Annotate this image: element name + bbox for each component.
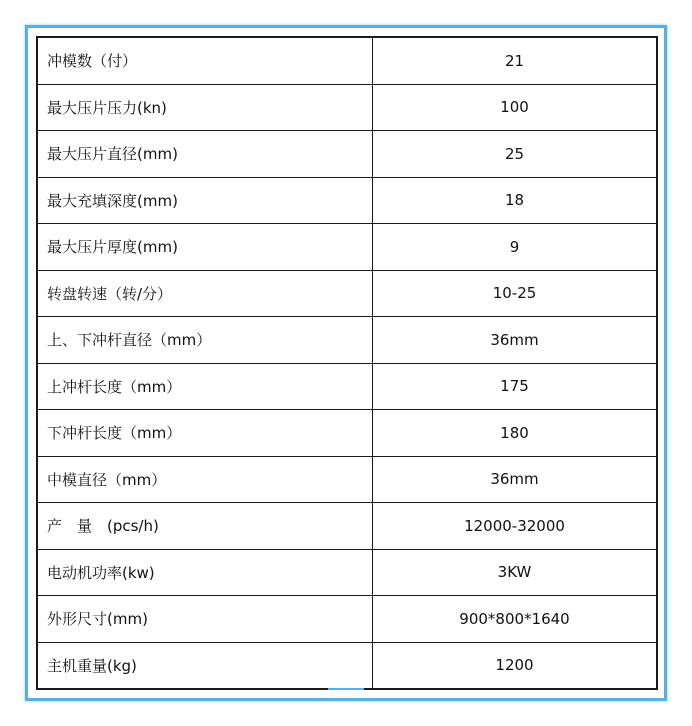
param-name: 中模直径（mm） bbox=[37, 456, 373, 503]
param-name: 上、下冲杆直径（mm） bbox=[37, 317, 373, 364]
param-name: 冲模数（付） bbox=[37, 37, 373, 84]
param-name: 最大充填深度(mm) bbox=[37, 177, 373, 224]
table-row bbox=[37, 177, 657, 224]
param-name: 产 量 (pcs/h) bbox=[37, 503, 373, 550]
param-name: 外形尺寸(mm) bbox=[37, 596, 373, 643]
param-value: 3KW bbox=[373, 549, 658, 596]
table-row bbox=[37, 363, 657, 410]
table-row bbox=[37, 596, 657, 643]
param-value: 900*800*1640 bbox=[373, 596, 658, 643]
param-name: 下冲杆长度（mm） bbox=[37, 410, 373, 457]
table-row bbox=[37, 84, 657, 131]
param-name: 主机重量(kg) bbox=[37, 642, 373, 689]
table-row bbox=[37, 131, 657, 178]
table-row bbox=[37, 456, 657, 503]
param-value: 18 bbox=[373, 177, 658, 224]
param-value: 175 bbox=[373, 363, 658, 410]
param-value: 180 bbox=[373, 410, 658, 457]
param-name: 电动机功率(kw) bbox=[37, 549, 373, 596]
param-value: 21 bbox=[373, 37, 658, 84]
param-value: 36mm bbox=[373, 456, 658, 503]
table-row bbox=[37, 642, 657, 689]
table-row bbox=[37, 410, 657, 457]
table-row bbox=[37, 317, 657, 364]
param-value: 25 bbox=[373, 131, 658, 178]
param-value: 1200 bbox=[373, 642, 658, 689]
param-value: 9 bbox=[373, 224, 658, 271]
spec-table bbox=[36, 36, 658, 690]
param-value: 36mm bbox=[373, 317, 658, 364]
param-name: 最大压片厚度(mm) bbox=[37, 224, 373, 271]
param-name: 最大压片直径(mm) bbox=[37, 131, 373, 178]
bottom-accent-line bbox=[328, 688, 364, 690]
param-name: 上冲杆长度（mm） bbox=[37, 363, 373, 410]
param-value: 10-25 bbox=[373, 270, 658, 317]
table-row bbox=[37, 224, 657, 271]
table-row bbox=[37, 503, 657, 550]
table-row bbox=[37, 270, 657, 317]
param-value: 12000-32000 bbox=[373, 503, 658, 550]
param-name: 转盘转速（转/分） bbox=[37, 270, 373, 317]
table-row bbox=[37, 549, 657, 596]
table-row bbox=[37, 37, 657, 84]
param-name: 最大压片压力(kn) bbox=[37, 84, 373, 131]
param-value: 100 bbox=[373, 84, 658, 131]
